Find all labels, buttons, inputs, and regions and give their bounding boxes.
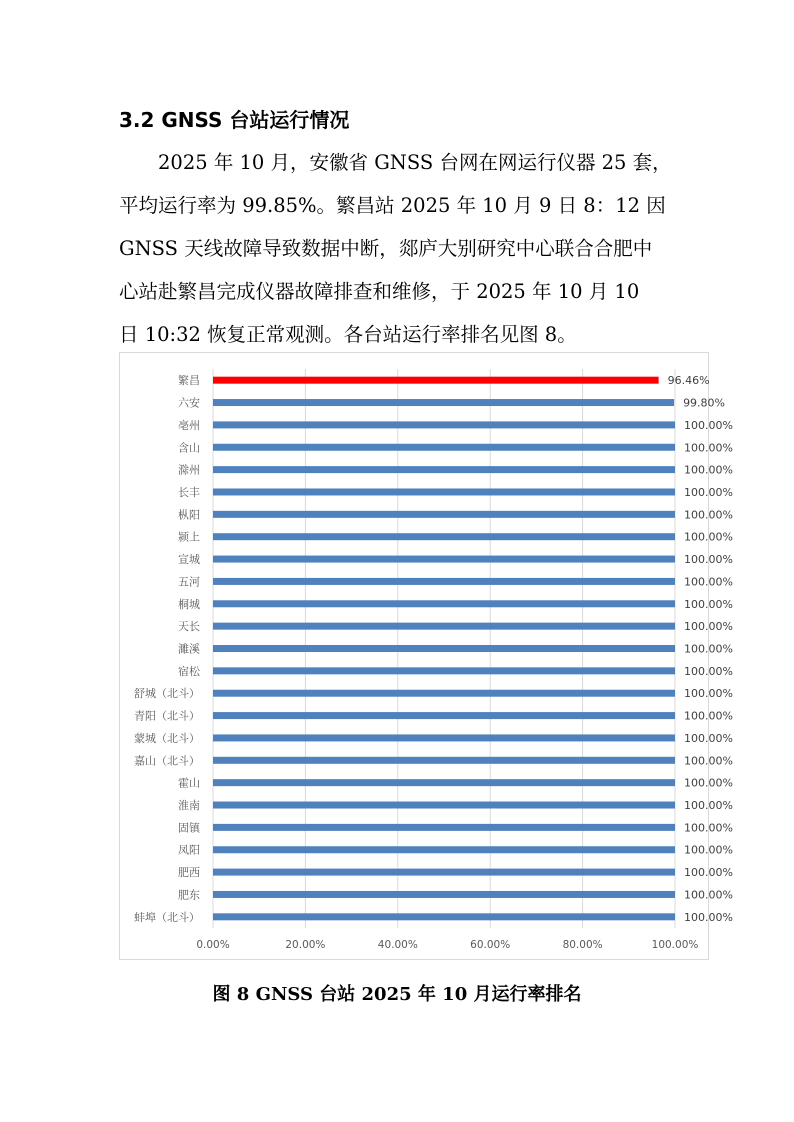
data-label: 100.00% bbox=[684, 463, 733, 477]
bar bbox=[213, 824, 675, 831]
bar bbox=[213, 511, 675, 518]
bar bbox=[213, 623, 675, 630]
category-label: 宣城 bbox=[178, 553, 200, 567]
x-tick-label: 100.00% bbox=[651, 939, 699, 951]
data-label: 100.00% bbox=[684, 843, 733, 857]
category-label: 濉溪 bbox=[178, 642, 200, 656]
paragraph-line: 日 10:32 恢复正常观测。各台站运行率排名见图 8。 bbox=[119, 323, 577, 346]
data-label: 100.00% bbox=[684, 664, 733, 678]
bar bbox=[213, 690, 675, 697]
data-label: 100.00% bbox=[684, 575, 733, 589]
data-label: 100.00% bbox=[684, 910, 733, 924]
paragraph-line: 2025 年 10 月，安徽省 GNSS 台网在网运行仪器 25 套， bbox=[158, 151, 672, 174]
category-label: 繁昌 bbox=[178, 374, 200, 388]
bar bbox=[213, 556, 675, 563]
paragraph-line: 平均运行率为 99.85%。繁昌站 2025 年 10 月 9 日 8：12 因 bbox=[119, 194, 666, 217]
x-tick-label: 0.00% bbox=[196, 939, 230, 951]
bar bbox=[213, 399, 674, 406]
category-label: 肥东 bbox=[178, 888, 200, 902]
data-label: 100.00% bbox=[684, 485, 733, 499]
category-label: 蒙城（北斗） bbox=[134, 731, 200, 745]
data-label: 100.00% bbox=[684, 553, 733, 567]
category-label: 枞阳 bbox=[178, 508, 200, 522]
category-label: 蚌埠（北斗） bbox=[134, 910, 200, 924]
data-label: 100.00% bbox=[684, 754, 733, 768]
data-label: 100.00% bbox=[684, 441, 733, 455]
x-tick-label: 20.00% bbox=[285, 939, 326, 951]
bar bbox=[213, 645, 675, 652]
data-label: 100.00% bbox=[684, 597, 733, 611]
bar bbox=[213, 846, 675, 853]
category-label: 舒城（北斗） bbox=[134, 687, 200, 701]
category-label: 长丰 bbox=[178, 485, 200, 499]
data-label: 100.00% bbox=[684, 620, 733, 634]
category-label: 滁州 bbox=[178, 463, 200, 477]
section-heading: 3.2 GNSS 台站运行情况 bbox=[119, 108, 350, 132]
category-label: 亳州 bbox=[178, 418, 200, 432]
bar bbox=[213, 533, 675, 540]
bar bbox=[213, 779, 675, 786]
bar bbox=[213, 869, 675, 876]
category-label: 淮南 bbox=[178, 799, 200, 813]
x-tick-label: 40.00% bbox=[377, 939, 418, 951]
data-label: 100.00% bbox=[684, 731, 733, 745]
data-label: 99.80% bbox=[683, 396, 726, 410]
data-label: 100.00% bbox=[684, 776, 733, 790]
bar bbox=[213, 667, 675, 674]
bar bbox=[213, 421, 675, 428]
category-label: 颍上 bbox=[178, 530, 200, 544]
data-label: 100.00% bbox=[684, 508, 733, 522]
data-label: 100.00% bbox=[684, 821, 733, 835]
x-tick-label: 60.00% bbox=[470, 939, 511, 951]
x-tick-label: 80.00% bbox=[562, 939, 603, 951]
data-label: 100.00% bbox=[684, 642, 733, 656]
category-label: 含山 bbox=[178, 441, 200, 455]
station-uptime-bar-chart bbox=[120, 353, 733, 959]
paragraph-line: 心站赴繁昌完成仪器故障排查和维修，于 2025 年 10 月 10 bbox=[119, 280, 640, 303]
data-label: 96.46% bbox=[667, 374, 710, 388]
data-label: 100.00% bbox=[684, 530, 733, 544]
category-label: 嘉山（北斗） bbox=[134, 754, 200, 768]
category-label: 凤阳 bbox=[178, 843, 200, 857]
bar bbox=[213, 466, 675, 473]
category-label: 青阳（北斗） bbox=[134, 709, 200, 723]
bar bbox=[213, 712, 675, 719]
data-label: 100.00% bbox=[684, 418, 733, 432]
section-paragraph bbox=[119, 141, 679, 356]
category-label: 宿松 bbox=[178, 664, 200, 678]
figure-caption: 图 8 GNSS 台站 2025 年 10 月运行率排名 bbox=[212, 984, 582, 1005]
bar bbox=[213, 444, 675, 451]
bar bbox=[213, 734, 675, 741]
bar bbox=[213, 891, 675, 898]
data-label: 100.00% bbox=[684, 866, 733, 880]
data-label: 100.00% bbox=[684, 799, 733, 813]
category-label: 桐城 bbox=[178, 597, 200, 611]
bar bbox=[213, 578, 675, 585]
bar bbox=[213, 377, 659, 384]
category-label: 固镇 bbox=[178, 821, 200, 835]
data-label: 100.00% bbox=[684, 709, 733, 723]
category-label: 肥西 bbox=[178, 866, 200, 880]
bar bbox=[213, 488, 675, 495]
category-label: 霍山 bbox=[178, 776, 200, 790]
bar bbox=[213, 913, 675, 920]
data-label: 100.00% bbox=[684, 687, 733, 701]
chart-frame bbox=[119, 352, 733, 960]
category-label: 五河 bbox=[178, 575, 200, 589]
bar bbox=[213, 802, 675, 809]
paragraph-line: GNSS 天线故障导致数据中断，郯庐大别研究中心联合合肥中 bbox=[119, 237, 653, 260]
category-label: 天长 bbox=[178, 620, 200, 634]
bar bbox=[213, 600, 675, 607]
bar bbox=[213, 757, 675, 764]
category-label: 六安 bbox=[178, 396, 200, 410]
data-label: 100.00% bbox=[684, 888, 733, 902]
